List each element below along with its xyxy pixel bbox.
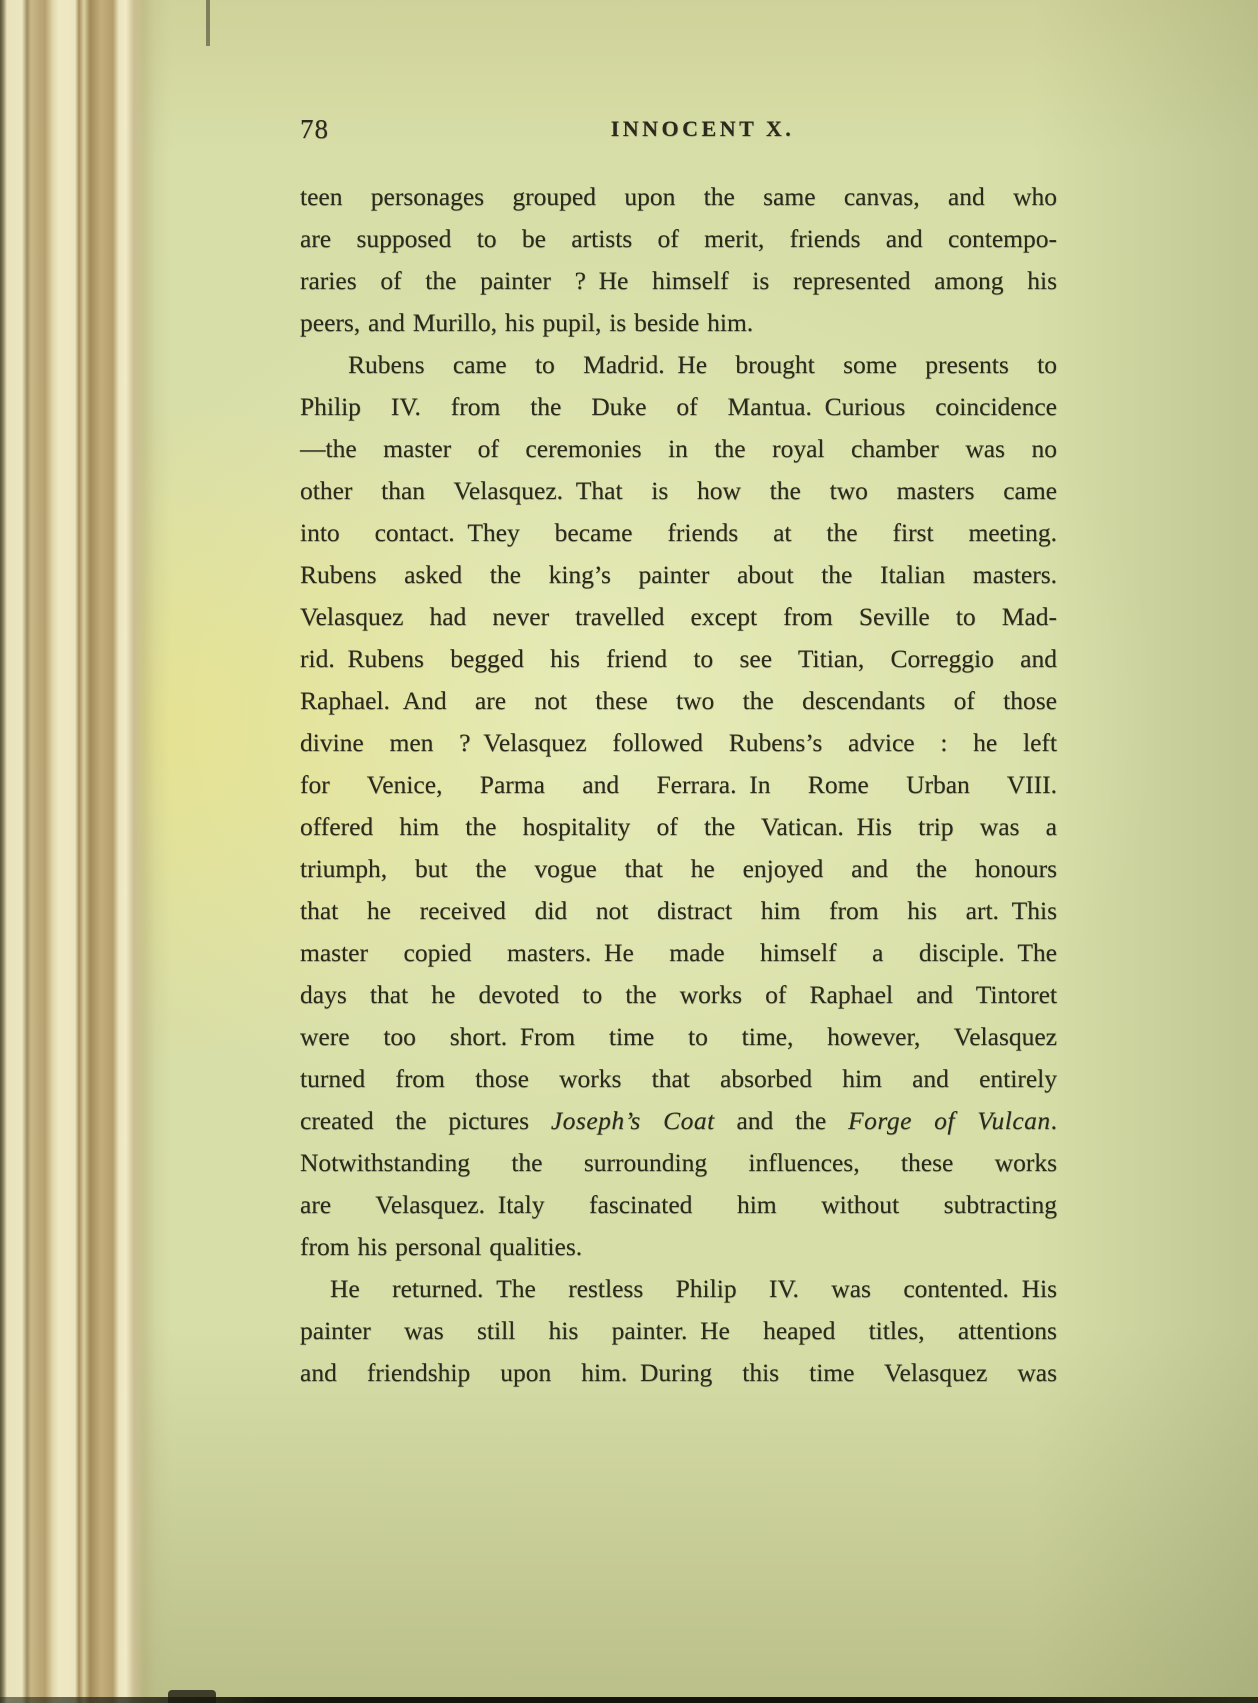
text-line bbox=[300, 1100, 1057, 1142]
text-line bbox=[300, 1268, 1057, 1310]
text-run: are Velasquez. Italy fascinated him without subtracting bbox=[300, 1190, 1057, 1219]
text-line bbox=[300, 1310, 1057, 1352]
text-line bbox=[300, 722, 1057, 764]
text-run: days that he devoted to the works of Raphael and Tintoret bbox=[300, 980, 1057, 1009]
text-run: —the master of ceremonies in the royal chamber was no bbox=[300, 434, 1057, 463]
text-line bbox=[300, 386, 1057, 428]
text-run: triumph, but the vogue that he enjoyed and the honours bbox=[300, 854, 1057, 883]
text-line bbox=[300, 344, 1057, 386]
text-line bbox=[300, 302, 1057, 344]
text-run: He returned. The restless Philip IV. was contented. His bbox=[330, 1274, 1057, 1303]
text-run: divine men ? Velasquez followed Rubens’s advice : he left bbox=[300, 728, 1057, 757]
text-line bbox=[300, 764, 1057, 806]
text-run: other than Velasquez. That is how the two masters came bbox=[300, 476, 1057, 505]
text-line bbox=[300, 512, 1057, 554]
text-run: Philip IV. from the Duke of Mantua. Curious coincidence bbox=[300, 392, 1057, 421]
text-line bbox=[300, 176, 1057, 218]
text-run: master copied masters. He made himself a disciple. The bbox=[300, 938, 1057, 967]
text-run: were too short. From time to time, however, Velasquez bbox=[300, 1022, 1057, 1051]
text-run: and friendship upon him. During this time Velasquez was bbox=[300, 1358, 1057, 1387]
text-line bbox=[300, 848, 1057, 890]
text-line bbox=[300, 428, 1057, 470]
text-run: painter was still his painter. He heaped titles, attentions bbox=[300, 1316, 1057, 1345]
text-run: and the bbox=[714, 1106, 849, 1135]
text-line bbox=[300, 260, 1057, 302]
text-line bbox=[300, 218, 1057, 260]
page-number: 78 bbox=[300, 114, 329, 144]
body-text bbox=[300, 176, 1057, 1394]
text-line bbox=[300, 1016, 1057, 1058]
picture-title-italic: Forge of Vulcan bbox=[848, 1106, 1051, 1135]
text-line bbox=[300, 1058, 1057, 1100]
text-run: peers, and Murillo, his pupil, is beside him. bbox=[300, 308, 754, 337]
text-run: Notwithstanding the surrounding influences, these works bbox=[300, 1148, 1057, 1177]
text-run: raries of the painter ? He himself is represented among his bbox=[300, 266, 1057, 295]
text-run: . bbox=[1050, 1106, 1058, 1135]
text-run: from his personal qualities. bbox=[300, 1232, 583, 1261]
text-run: for Venice, Parma and Ferrara. In Rome Urban VIII. bbox=[300, 770, 1057, 799]
text-run: teen personages grouped upon the same canvas, and who bbox=[300, 182, 1057, 211]
text-line bbox=[300, 890, 1057, 932]
text-line bbox=[300, 554, 1057, 596]
picture-title-italic: Joseph’s Coat bbox=[550, 1106, 715, 1135]
text-run: Raphael. And are not these two the descendants of those bbox=[300, 686, 1057, 715]
text-line bbox=[300, 638, 1057, 680]
text-run: into contact. They became friends at the first meeting. bbox=[300, 518, 1057, 547]
text-line bbox=[300, 806, 1057, 848]
text-run: turned from those works that absorbed him and entirely bbox=[300, 1064, 1057, 1093]
text-run: that he received did not distract him from his art. This bbox=[300, 896, 1057, 925]
text-line bbox=[300, 680, 1057, 722]
running-title: INNOCENT X. bbox=[610, 116, 795, 141]
text-line bbox=[300, 974, 1057, 1016]
text-run: Velasquez had never travelled except from Seville to Mad- bbox=[300, 602, 1057, 631]
text-line bbox=[300, 596, 1057, 638]
text-run: offered him the hospitality of the Vatican. His trip was a bbox=[300, 812, 1057, 841]
text-run: are supposed to be artists of merit, friends and contempo- bbox=[300, 224, 1057, 253]
text-line bbox=[300, 470, 1057, 512]
text-line bbox=[300, 1184, 1057, 1226]
text-run: created the pictures bbox=[300, 1106, 551, 1135]
text-run: Rubens came to Madrid. He brought some presents to bbox=[348, 350, 1057, 379]
text-run: rid. Rubens begged his friend to see Titian, Correggio and bbox=[300, 644, 1057, 673]
page-header bbox=[300, 112, 1057, 148]
text-run: Rubens asked the king’s painter about the Italian masters. bbox=[300, 560, 1057, 589]
book-binding-page-edges bbox=[0, 0, 170, 1703]
text-line bbox=[300, 1142, 1057, 1184]
text-line bbox=[300, 932, 1057, 974]
page-edge-mark-top bbox=[206, 0, 210, 46]
photo-bottom-edge bbox=[0, 1697, 1258, 1703]
text-line bbox=[300, 1352, 1057, 1394]
text-line bbox=[300, 1226, 1057, 1268]
